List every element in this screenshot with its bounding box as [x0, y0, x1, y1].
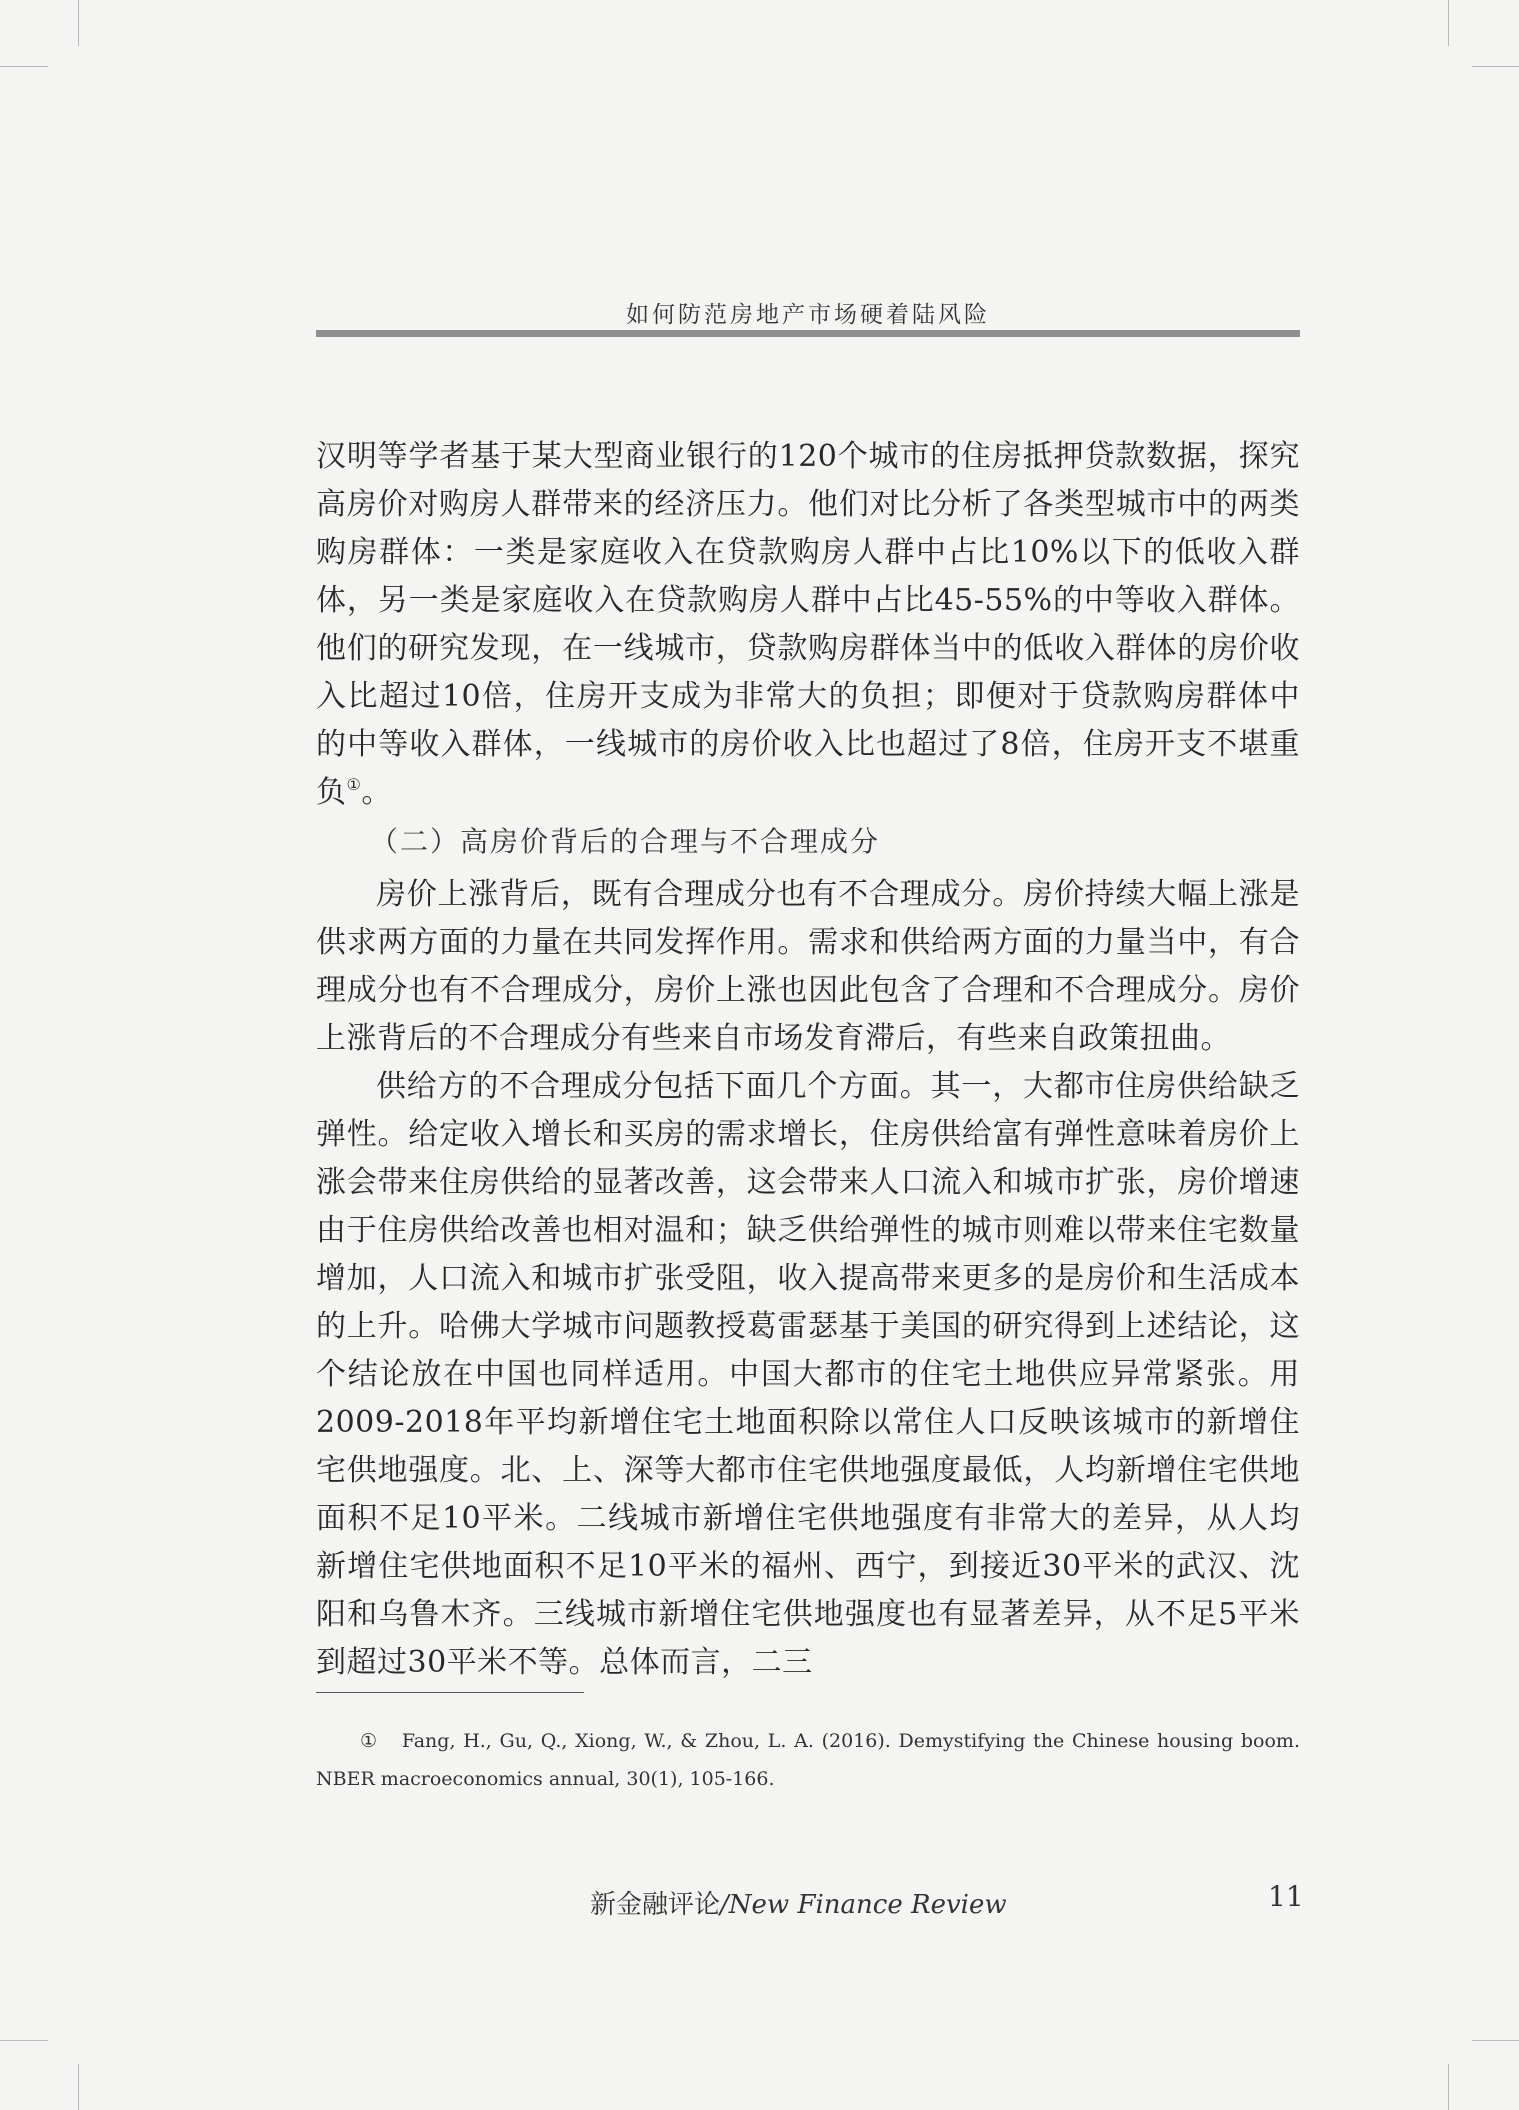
paragraph-2: 房价上涨背后，既有合理成分也有不合理成分。房价持续大幅上涨是供求两方面的力量在共同发挥作用。需求和供给两方面的力量当中，有合理成分也有不合理成分，房价上涨也因此包含了合理和不合理成分。房价上涨背后的不合理成分有些来自市场发育滞后，有些来自政策扭曲。: [316, 877, 1300, 1056]
footnote-text: Fang, H., Gu, Q., Xiong, W., & Zhou, L. A. (2016). Demystifying the Chinese housing boom. NBER macroeconomics annual, 30(1), 105-166.: [316, 1730, 1300, 1790]
crop-mark-bottom-left-vertical: [78, 2064, 79, 2110]
crop-mark-top-left-horizontal: [0, 66, 48, 67]
journal-separator: /: [720, 1890, 729, 1920]
crop-mark-top-right-vertical: [1448, 0, 1449, 46]
crop-mark-top-right-horizontal: [1472, 66, 1519, 67]
paragraph-1: [316, 433, 1300, 817]
running-header-title: 如何防范房地产市场硬着陆风险: [626, 302, 990, 328]
header-rule: [316, 330, 1300, 337]
footer-journal-name: [590, 1884, 1007, 1921]
paragraph-3: 供给方的不合理成分包括下面几个方面。其一，大都市住房供给缺乏弹性。给定收入增长和买房的需求增长，住房供给富有弹性意味着房价上涨会带来住房供给的显著改善，这会带来人口流入和城市扩张，房价增速由于住房供给改善也相对温和；缺乏供给弹性的城市则难以带来住宅数量增加，人口流入和城市扩张受阻，收入提高带来更多的是房价和生活成本的上升。哈佛大学城市问题教授葛雷瑟基于美国的研究得到上述结论，这个结论放在中国也同样适用。中国大都市的住宅土地供应异常紧张。用2009-2018年平均新增住宅土地面积除以常住人口反映该城市的新增住宅供地强度。北、上、深等大都市住宅供地强度最低，人均新增住宅供地面积不足10平米。二线城市新增住宅供地强度有非常大的差异，从人均新增住宅供地面积不足10平米的福州、西宁，到接近30平米的武汉、沈阳和乌鲁木齐。三线城市新增住宅供地强度也有显著差异，从不足5平米到超过30平米不等。总体而言，二三: [316, 1069, 1300, 1680]
crop-mark-top-left-vertical: [78, 0, 79, 46]
paragraph-1-text: 汉明等学者基于某大型商业银行的120个城市的住房抵押贷款数据，探究高房价对购房人群带来的经济压力。他们对比分析了各类型城市中的两类购房群体：一类是家庭收入在贷款购房人群中占比10%以下的低收入群体，另一类是家庭收入在贷款购房人群中占比45-55%的中等收入群体。他们的研究发现，在一线城市，贷款购房群体当中的低收入群体的房价收入比超过10倍，住房开支成为非常大的负担；即便对于贷款购房群体中的中等收入群体，一线城市的房价收入比也超过了8倍，住房开支不堪重负: [316, 439, 1300, 810]
footnote-rule: [316, 1692, 584, 1693]
footnote-reference[interactable]: ①: [346, 775, 362, 794]
crop-mark-bottom-left-horizontal: [0, 2040, 48, 2041]
section-heading: （二）高房价背后的合理与不合理成分: [370, 825, 881, 858]
journal-name-en: New Finance Review: [728, 1890, 1007, 1920]
page-number: 11: [1268, 1880, 1304, 1913]
crop-mark-bottom-right-vertical: [1448, 2064, 1449, 2110]
footnote: [316, 1722, 1300, 1798]
journal-name-cn: 新金融评论: [590, 1890, 721, 1920]
crop-mark-bottom-right-horizontal: [1472, 2040, 1519, 2041]
paragraph-1-end: 。: [361, 775, 392, 810]
footnote-marker: ①: [360, 1730, 379, 1752]
